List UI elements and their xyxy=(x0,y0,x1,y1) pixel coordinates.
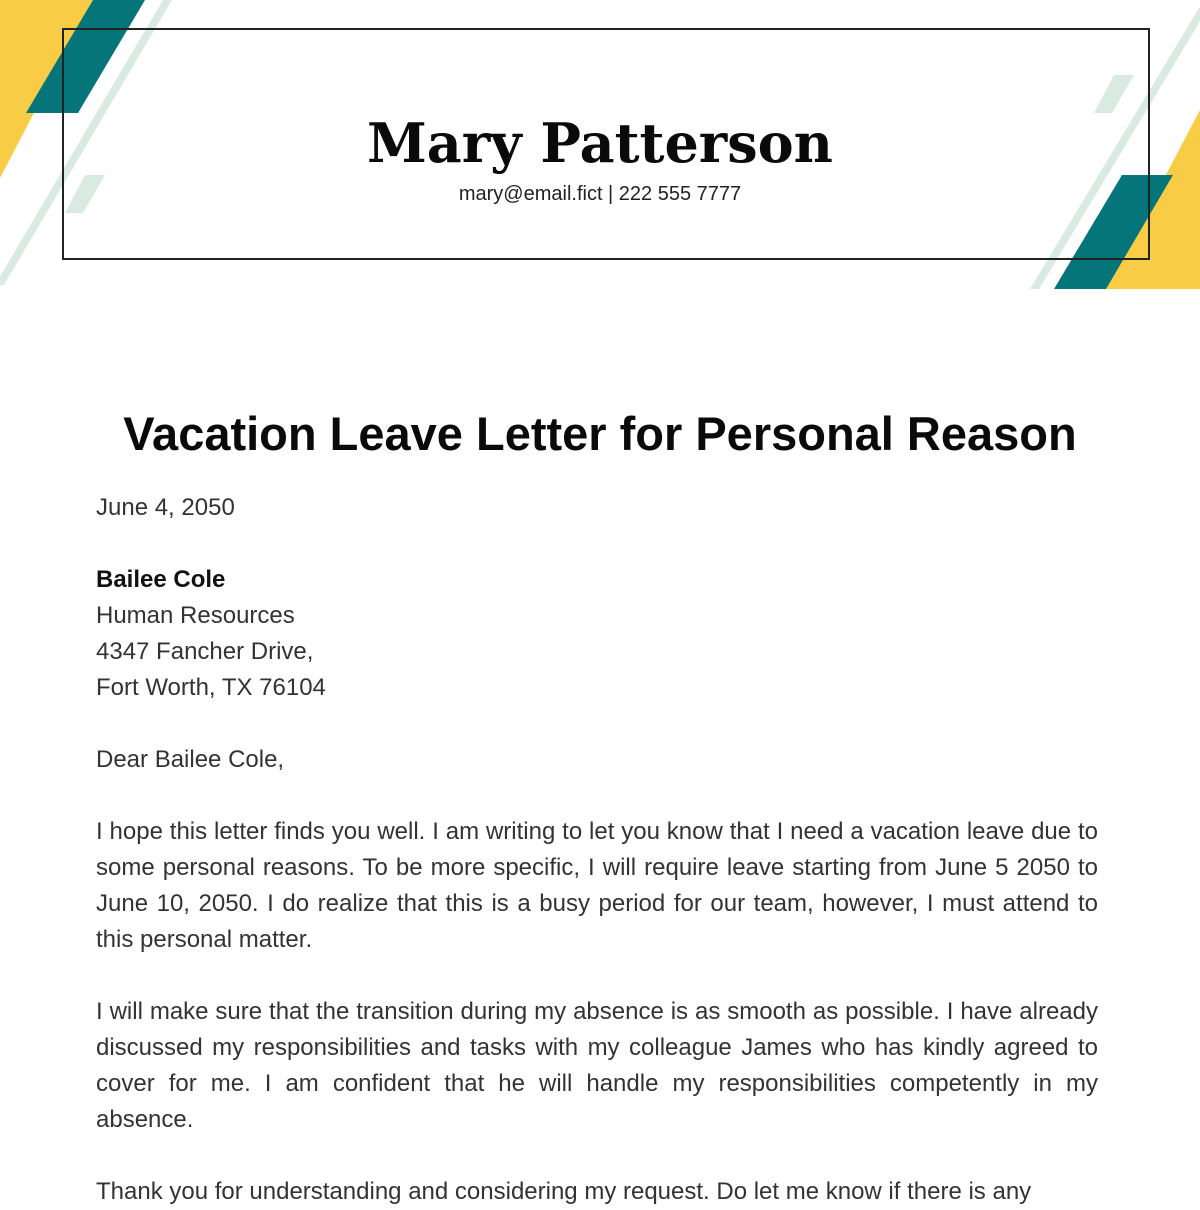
document-title: Vacation Leave Letter for Personal Reason xyxy=(123,407,1077,460)
paragraph-intro: I hope this letter finds you well. I am writing to let you know that I need a vacation leave due to some personal reasons. To be more specific, I will require leave starting from June 5 2050 to June 10, 2050. I do realize that this is a busy period for our team, however, I must attend to this personal matter. xyxy=(96,818,1098,953)
recipient-block xyxy=(96,562,1098,706)
paragraph-closing: Thank you for understanding and considering my request. Do let me know if there is any xyxy=(96,1178,1032,1205)
paragraph-transition: I will make sure that the transition during my absence is as smooth as possible. I have already discussed my responsibilities and tasks with my colleague James who has kindly agreed to cover for me. I am confident that he will handle my responsibilities competently in my absence. xyxy=(96,998,1098,1133)
recipient-department: Human Resources xyxy=(96,602,295,629)
recipient-name: Bailee Cole xyxy=(96,566,226,593)
salutation: Dear Bailee Cole, xyxy=(96,746,285,773)
recipient-city: Fort Worth, TX 76104 xyxy=(96,674,326,701)
recipient-street: 4347 Fancher Drive, xyxy=(96,638,314,665)
letter-date: June 4, 2050 xyxy=(96,494,235,521)
sender-name: Mary Patterson xyxy=(367,111,833,175)
sender-contact: mary@email.fict | 222 555 7777 xyxy=(458,183,742,205)
letter-body xyxy=(96,404,1098,1210)
